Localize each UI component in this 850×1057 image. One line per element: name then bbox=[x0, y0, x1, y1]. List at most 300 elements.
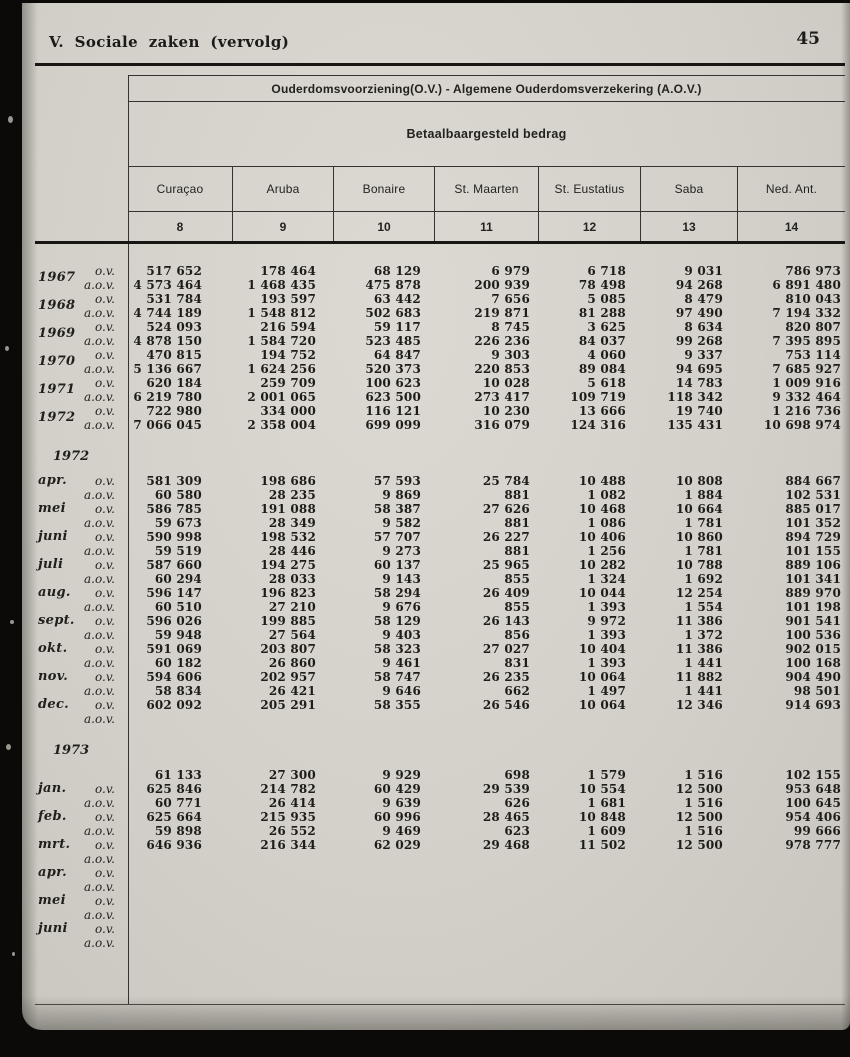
value-cell: 1 009 916 bbox=[772, 376, 841, 390]
row-kind-label: a.o.v. bbox=[84, 796, 115, 810]
table-row bbox=[35, 474, 845, 488]
table-row bbox=[35, 572, 845, 586]
value-cell: 7 395 895 bbox=[772, 334, 841, 348]
value-cell: 59 673 bbox=[154, 516, 202, 530]
value-cell: 12 500 bbox=[675, 782, 723, 796]
table-row bbox=[35, 614, 845, 628]
table-row bbox=[35, 810, 845, 824]
table-row bbox=[35, 656, 845, 670]
value-cell: 1 609 bbox=[587, 824, 626, 838]
value-cell: 10 406 bbox=[578, 530, 626, 544]
value-cell: 9 031 bbox=[684, 264, 723, 278]
table-sub-header bbox=[128, 102, 845, 167]
value-cell: 26 143 bbox=[482, 614, 530, 628]
value-cell: 200 939 bbox=[474, 278, 530, 292]
value-cell: 226 236 bbox=[474, 334, 530, 348]
column-header: St. Eustatius bbox=[538, 167, 640, 211]
value-cell bbox=[128, 936, 232, 950]
period-label: mei bbox=[38, 501, 66, 516]
column-number: 10 bbox=[333, 212, 434, 241]
row-kind-label: o.v. bbox=[95, 404, 115, 418]
value-cell bbox=[640, 852, 737, 866]
period-group bbox=[35, 894, 845, 922]
period-label: 1968 bbox=[38, 298, 76, 313]
value-cell: 10 044 bbox=[578, 586, 626, 600]
scan-speck bbox=[6, 744, 11, 750]
stats-table bbox=[35, 75, 845, 1006]
value-cell: 786 973 bbox=[785, 264, 841, 278]
value-cell: 58 747 bbox=[373, 670, 421, 684]
period-group bbox=[35, 642, 845, 670]
value-cell: 1 468 435 bbox=[247, 278, 316, 292]
value-cell: 881 bbox=[504, 544, 530, 558]
table-row bbox=[35, 320, 845, 334]
value-cell: 9 869 bbox=[382, 488, 421, 502]
value-cell: 57 707 bbox=[373, 530, 421, 544]
value-cell: 11 882 bbox=[675, 670, 723, 684]
period-group bbox=[35, 866, 845, 894]
value-cell: 64 847 bbox=[373, 348, 421, 362]
value-cell bbox=[538, 908, 640, 922]
value-cell: 1 884 bbox=[684, 488, 723, 502]
row-kind-label: a.o.v. bbox=[84, 628, 115, 642]
period-group bbox=[35, 782, 845, 810]
value-cell: 10 664 bbox=[675, 502, 723, 516]
column-number: 11 bbox=[434, 212, 538, 241]
value-cell: 1 579 bbox=[587, 768, 626, 782]
value-cell bbox=[640, 908, 737, 922]
period-group bbox=[35, 320, 845, 348]
table-row bbox=[35, 558, 845, 572]
table-row bbox=[35, 502, 845, 516]
value-cell bbox=[538, 922, 640, 936]
value-cell bbox=[640, 866, 737, 880]
section-heading: 1972 bbox=[53, 449, 90, 464]
table-row bbox=[35, 544, 845, 558]
value-cell: 9 143 bbox=[382, 572, 421, 586]
column-header: Curaçao bbox=[156, 182, 204, 196]
value-cell bbox=[434, 894, 538, 908]
value-cell: 596 147 bbox=[146, 586, 202, 600]
value-cell bbox=[128, 712, 232, 726]
table-row bbox=[35, 768, 845, 782]
value-cell: 219 871 bbox=[474, 306, 530, 320]
value-cell bbox=[538, 936, 640, 950]
period-group bbox=[35, 698, 845, 726]
value-cell: 6 891 480 bbox=[772, 278, 841, 292]
value-cell: 26 421 bbox=[268, 684, 316, 698]
column-header: Bonaire bbox=[333, 167, 434, 211]
period-label: 1972 bbox=[38, 410, 76, 425]
value-cell bbox=[333, 712, 434, 726]
table-bottom-rule bbox=[35, 1004, 845, 1005]
row-kind-label: a.o.v. bbox=[84, 544, 115, 558]
value-cell: 101 155 bbox=[785, 544, 841, 558]
period-label: 1971 bbox=[38, 382, 76, 397]
value-cell: 625 846 bbox=[146, 782, 202, 796]
value-cell: 102 155 bbox=[785, 768, 841, 782]
value-cell: 502 683 bbox=[365, 306, 421, 320]
value-cell: 594 606 bbox=[146, 670, 202, 684]
value-cell: 25 965 bbox=[482, 558, 530, 572]
value-cell: 587 660 bbox=[146, 558, 202, 572]
value-cell: 1 554 bbox=[684, 600, 723, 614]
table-row bbox=[35, 922, 845, 936]
row-kind-label: o.v. bbox=[95, 838, 115, 852]
period-label: juli bbox=[38, 557, 64, 572]
value-cell: 27 210 bbox=[268, 600, 316, 614]
value-cell: 11 386 bbox=[675, 642, 723, 656]
value-cell bbox=[640, 936, 737, 950]
value-cell: 89 084 bbox=[578, 362, 626, 376]
value-cell: 59 519 bbox=[154, 544, 202, 558]
value-cell: 9 582 bbox=[382, 516, 421, 530]
value-cell: 9 273 bbox=[382, 544, 421, 558]
value-cell bbox=[128, 852, 232, 866]
period-group bbox=[35, 264, 845, 292]
value-cell: 27 626 bbox=[482, 502, 530, 516]
period-label: apr. bbox=[38, 865, 67, 880]
value-cell: 94 268 bbox=[675, 278, 723, 292]
value-cell bbox=[434, 866, 538, 880]
value-cell: 58 294 bbox=[373, 586, 421, 600]
value-cell: 954 406 bbox=[785, 810, 841, 824]
header-rule bbox=[35, 63, 845, 66]
table-row bbox=[35, 684, 845, 698]
table-row bbox=[35, 404, 845, 418]
value-cell bbox=[128, 908, 232, 922]
value-cell bbox=[434, 712, 538, 726]
table-row bbox=[35, 698, 845, 712]
row-kind-label: a.o.v. bbox=[84, 334, 115, 348]
row-kind-label: a.o.v. bbox=[84, 880, 115, 894]
value-cell bbox=[232, 866, 333, 880]
column-numbers-row bbox=[128, 212, 845, 241]
value-cell: 978 777 bbox=[785, 838, 841, 852]
value-cell: 102 531 bbox=[785, 488, 841, 502]
value-cell: 623 500 bbox=[365, 390, 421, 404]
value-cell: 2 001 065 bbox=[247, 390, 316, 404]
table-row bbox=[35, 936, 845, 950]
value-cell: 894 729 bbox=[785, 530, 841, 544]
value-cell bbox=[538, 880, 640, 894]
value-cell: 4 878 150 bbox=[133, 334, 202, 348]
value-cell: 7 194 332 bbox=[772, 306, 841, 320]
value-cell: 8 745 bbox=[491, 320, 530, 334]
value-cell: 60 771 bbox=[154, 796, 202, 810]
value-cell: 10 064 bbox=[578, 670, 626, 684]
value-cell: 26 227 bbox=[482, 530, 530, 544]
value-cell: 101 341 bbox=[785, 572, 841, 586]
table-row bbox=[35, 670, 845, 684]
value-cell: 273 417 bbox=[474, 390, 530, 404]
row-kind-label: a.o.v. bbox=[84, 852, 115, 866]
value-cell: 1 781 bbox=[684, 516, 723, 530]
value-cell: 59 117 bbox=[373, 320, 421, 334]
period-group bbox=[35, 292, 845, 320]
table-row bbox=[35, 306, 845, 320]
value-cell: 1 516 bbox=[684, 796, 723, 810]
row-kind-label: o.v. bbox=[95, 558, 115, 572]
value-cell: 698 bbox=[504, 768, 530, 782]
value-cell: 9 676 bbox=[382, 600, 421, 614]
value-cell: 475 878 bbox=[365, 278, 421, 292]
value-cell: 855 bbox=[504, 600, 530, 614]
row-kind-label: o.v. bbox=[95, 614, 115, 628]
value-cell: 901 541 bbox=[785, 614, 841, 628]
value-cell: 10 848 bbox=[578, 810, 626, 824]
value-cell: 6 718 bbox=[587, 264, 626, 278]
value-cell: 625 664 bbox=[146, 810, 202, 824]
value-cell bbox=[737, 936, 845, 950]
value-cell: 10 698 974 bbox=[763, 418, 841, 432]
value-cell: 60 429 bbox=[373, 782, 421, 796]
value-cell bbox=[737, 922, 845, 936]
value-cell: 12 500 bbox=[675, 810, 723, 824]
value-cell: 9 639 bbox=[382, 796, 421, 810]
row-kind-label: o.v. bbox=[95, 894, 115, 908]
table-row bbox=[35, 642, 845, 656]
row-kind-label: o.v. bbox=[95, 782, 115, 796]
value-cell: 10 860 bbox=[675, 530, 723, 544]
period-label: nov. bbox=[38, 669, 69, 684]
value-cell: 203 807 bbox=[260, 642, 316, 656]
period-label: 1967 bbox=[38, 270, 76, 285]
value-cell: 101 198 bbox=[785, 600, 841, 614]
value-cell: 11 386 bbox=[675, 614, 723, 628]
value-cell: 953 648 bbox=[785, 782, 841, 796]
value-cell: 334 000 bbox=[260, 404, 316, 418]
period-group bbox=[35, 838, 845, 866]
value-cell bbox=[128, 922, 232, 936]
value-cell: 884 667 bbox=[785, 474, 841, 488]
value-cell: 1 393 bbox=[587, 628, 626, 642]
value-cell: 517 652 bbox=[146, 264, 202, 278]
table-row bbox=[35, 908, 845, 922]
value-cell: 1 497 bbox=[587, 684, 626, 698]
value-cell bbox=[737, 894, 845, 908]
value-cell: 29 468 bbox=[482, 838, 530, 852]
table-row bbox=[35, 838, 845, 852]
value-cell bbox=[128, 894, 232, 908]
row-kind-label: a.o.v. bbox=[84, 936, 115, 950]
value-cell: 9 461 bbox=[382, 656, 421, 670]
value-cell bbox=[333, 908, 434, 922]
value-cell: 520 373 bbox=[365, 362, 421, 376]
period-group bbox=[35, 810, 845, 838]
value-cell: 881 bbox=[504, 516, 530, 530]
row-kind-label: o.v. bbox=[95, 586, 115, 600]
value-cell: 28 235 bbox=[268, 488, 316, 502]
value-cell bbox=[128, 866, 232, 880]
value-cell: 820 807 bbox=[785, 320, 841, 334]
value-cell: 135 431 bbox=[667, 418, 723, 432]
table-row bbox=[35, 376, 845, 390]
value-cell: 914 693 bbox=[785, 698, 841, 712]
value-cell: 1 393 bbox=[587, 600, 626, 614]
value-cell: 831 bbox=[504, 656, 530, 670]
value-cell bbox=[434, 922, 538, 936]
row-kind-label: o.v. bbox=[95, 866, 115, 880]
value-cell: 97 490 bbox=[675, 306, 723, 320]
value-cell: 194 275 bbox=[260, 558, 316, 572]
value-cell: 60 510 bbox=[154, 600, 202, 614]
value-cell bbox=[434, 880, 538, 894]
value-cell: 27 027 bbox=[482, 642, 530, 656]
value-cell: 1 086 bbox=[587, 516, 626, 530]
value-cell: 60 137 bbox=[373, 558, 421, 572]
table-row bbox=[35, 292, 845, 306]
value-cell: 602 092 bbox=[146, 698, 202, 712]
value-cell: 220 853 bbox=[474, 362, 530, 376]
table-group-header: Ouderdomsvoorziening(O.V.) - Algemene Ouderdomsverzekering (A.O.V.) bbox=[128, 75, 845, 102]
value-cell: 58 834 bbox=[154, 684, 202, 698]
value-cell: 109 719 bbox=[570, 390, 626, 404]
value-cell: 193 597 bbox=[260, 292, 316, 306]
table-row bbox=[35, 488, 845, 502]
value-cell: 904 490 bbox=[785, 670, 841, 684]
column-number: 14 bbox=[737, 212, 845, 241]
value-cell: 10 808 bbox=[675, 474, 723, 488]
value-cell: 191 088 bbox=[260, 502, 316, 516]
value-cell: 60 580 bbox=[154, 488, 202, 502]
value-cell: 1 216 736 bbox=[772, 404, 841, 418]
table-row bbox=[35, 530, 845, 544]
value-cell: 28 349 bbox=[268, 516, 316, 530]
value-cell: 596 026 bbox=[146, 614, 202, 628]
value-cell bbox=[538, 852, 640, 866]
table-row bbox=[35, 264, 845, 278]
value-cell: 60 294 bbox=[154, 572, 202, 586]
scan-speck bbox=[10, 620, 14, 624]
value-cell: 6 219 780 bbox=[133, 390, 202, 404]
period-group bbox=[35, 474, 845, 502]
column-number: 13 bbox=[640, 212, 737, 241]
period-label: 1969 bbox=[38, 326, 76, 341]
sub-header-label: Betaalbaargesteld bedrag bbox=[406, 127, 567, 141]
value-cell bbox=[333, 880, 434, 894]
value-cell: 68 129 bbox=[373, 264, 421, 278]
value-cell bbox=[737, 866, 845, 880]
value-cell: 7 685 927 bbox=[772, 362, 841, 376]
column-headers-row bbox=[128, 167, 845, 212]
value-cell: 4 573 464 bbox=[133, 278, 202, 292]
value-cell: 26 409 bbox=[482, 586, 530, 600]
table-row bbox=[35, 824, 845, 838]
value-cell: 12 500 bbox=[675, 838, 723, 852]
row-kind-label: a.o.v. bbox=[84, 684, 115, 698]
value-cell: 10 468 bbox=[578, 502, 626, 516]
value-cell: 202 957 bbox=[260, 670, 316, 684]
column-header: St. Maarten bbox=[434, 167, 538, 211]
column-number: 12 bbox=[538, 212, 640, 241]
value-cell: 523 485 bbox=[365, 334, 421, 348]
value-cell bbox=[333, 936, 434, 950]
value-cell: 889 106 bbox=[785, 558, 841, 572]
value-cell: 84 037 bbox=[578, 334, 626, 348]
value-cell: 581 309 bbox=[146, 474, 202, 488]
value-cell: 99 268 bbox=[675, 334, 723, 348]
value-cell: 1 256 bbox=[587, 544, 626, 558]
value-cell: 10 282 bbox=[578, 558, 626, 572]
value-cell bbox=[434, 908, 538, 922]
row-kind-label: a.o.v. bbox=[84, 824, 115, 838]
value-cell: 885 017 bbox=[785, 502, 841, 516]
value-cell: 59 898 bbox=[154, 824, 202, 838]
value-cell bbox=[232, 908, 333, 922]
row-kind-label: o.v. bbox=[95, 376, 115, 390]
table-row bbox=[35, 866, 845, 880]
row-kind-label: a.o.v. bbox=[84, 278, 115, 292]
value-cell: 29 539 bbox=[482, 782, 530, 796]
value-cell: 58 323 bbox=[373, 642, 421, 656]
value-cell: 199 885 bbox=[260, 614, 316, 628]
value-cell: 81 288 bbox=[578, 306, 626, 320]
period-label: dec. bbox=[38, 697, 70, 712]
row-kind-label: o.v. bbox=[95, 922, 115, 936]
value-cell: 13 666 bbox=[578, 404, 626, 418]
value-cell: 1 393 bbox=[587, 656, 626, 670]
value-cell: 591 069 bbox=[146, 642, 202, 656]
value-cell bbox=[538, 712, 640, 726]
period-group bbox=[35, 614, 845, 642]
value-cell: 26 546 bbox=[482, 698, 530, 712]
value-cell: 60 996 bbox=[373, 810, 421, 824]
value-cell: 98 501 bbox=[793, 684, 841, 698]
value-cell: 10 554 bbox=[578, 782, 626, 796]
row-kind-label: o.v. bbox=[95, 810, 115, 824]
value-cell bbox=[434, 936, 538, 950]
value-cell: 9 929 bbox=[382, 768, 421, 782]
value-cell: 855 bbox=[504, 572, 530, 586]
value-cell: 8 479 bbox=[684, 292, 723, 306]
row-kind-label: o.v. bbox=[95, 698, 115, 712]
value-cell: 1 584 720 bbox=[247, 334, 316, 348]
value-cell: 881 bbox=[504, 488, 530, 502]
value-cell: 902 015 bbox=[785, 642, 841, 656]
row-kind-label: o.v. bbox=[95, 474, 115, 488]
value-cell: 10 230 bbox=[482, 404, 530, 418]
value-cell: 10 064 bbox=[578, 698, 626, 712]
value-cell: 196 823 bbox=[260, 586, 316, 600]
value-cell: 470 815 bbox=[146, 348, 202, 362]
value-cell: 586 785 bbox=[146, 502, 202, 516]
value-cell: 99 666 bbox=[793, 824, 841, 838]
value-cell: 6 979 bbox=[491, 264, 530, 278]
value-cell: 9 403 bbox=[382, 628, 421, 642]
period-label: okt. bbox=[38, 641, 68, 656]
row-kind-label: o.v. bbox=[95, 348, 115, 362]
value-cell: 57 593 bbox=[373, 474, 421, 488]
value-cell: 699 099 bbox=[365, 418, 421, 432]
table-row bbox=[35, 894, 845, 908]
page-title: V. Sociale zaken (vervolg) bbox=[49, 33, 290, 51]
value-cell: 118 342 bbox=[667, 390, 723, 404]
value-cell: 662 bbox=[504, 684, 530, 698]
page-number: 45 bbox=[796, 29, 820, 49]
value-cell: 722 980 bbox=[146, 404, 202, 418]
value-cell: 9 469 bbox=[382, 824, 421, 838]
value-cell: 1 624 256 bbox=[247, 362, 316, 376]
value-cell: 198 686 bbox=[260, 474, 316, 488]
row-kind-label: a.o.v. bbox=[84, 712, 115, 726]
period-group bbox=[35, 348, 845, 376]
row-kind-label: a.o.v. bbox=[84, 418, 115, 432]
row-kind-label: a.o.v. bbox=[84, 908, 115, 922]
value-cell: 590 998 bbox=[146, 530, 202, 544]
value-cell: 3 625 bbox=[587, 320, 626, 334]
value-cell: 205 291 bbox=[260, 698, 316, 712]
